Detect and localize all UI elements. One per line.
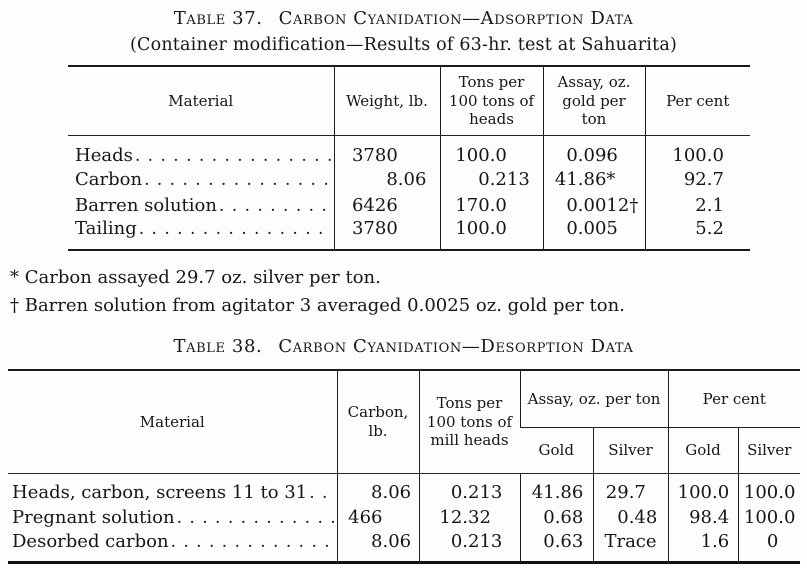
col-header-percent: Per cent: [645, 66, 750, 136]
col-group-percent: Per cent: [668, 370, 800, 428]
cell-assay: 0.096: [543, 136, 645, 167]
table38-caption-label: Table 38.: [173, 335, 263, 357]
cell-percent-silver: 100.0: [738, 503, 800, 531]
table37-header-row: [68, 66, 750, 136]
table-row: [8, 531, 800, 563]
cell-material: Carbon . . .: [68, 166, 334, 192]
cell-percent: 92.7: [645, 166, 750, 192]
cell-assay: 0.0012†: [543, 192, 645, 218]
cell-tons: 0.213: [419, 474, 520, 504]
cell-tons: 170.0: [440, 192, 543, 218]
cell-assay-silver: Trace: [593, 531, 668, 563]
table-row: [68, 136, 750, 167]
col-header-material: Material: [68, 66, 334, 136]
cell-weight: 6426: [334, 192, 440, 218]
cell-percent-gold: 1.6: [668, 531, 738, 563]
col-header-carbon: Carbon, lb.: [337, 370, 419, 474]
table-row: [68, 218, 750, 250]
table-row: [68, 192, 750, 218]
cell-assay-silver: 29.7: [593, 474, 668, 504]
cell-assay-gold: 0.68: [520, 503, 593, 531]
cell-tons: 100.0: [440, 136, 543, 167]
dot-leader: [309, 482, 334, 503]
cell-tons: 12.32: [419, 503, 520, 531]
footnote-asterisk: * Carbon assayed 29.7 oz. silver per ton.: [10, 267, 381, 289]
cell-weight: 3780: [334, 136, 440, 167]
cell-material: Heads, carbon, screens 11 to 31 . . .: [8, 474, 337, 504]
cell-percent: 5.2: [645, 218, 750, 250]
footnote-dagger: † Barren solution from agitator 3 averaged 0.0025 oz. gold per ton.: [10, 295, 625, 317]
table37-container: [68, 65, 807, 252]
cell-material: Tailing . . .: [68, 218, 334, 250]
cell-assay-silver: 0.48: [593, 503, 668, 531]
col-header-assay: Assay, oz. gold per ton: [543, 66, 645, 136]
cell-assay: 41.86*: [543, 166, 645, 192]
cell-carbon: 8.06: [337, 531, 419, 563]
table-row: [68, 166, 750, 192]
table38-header-row-groups: [8, 370, 800, 428]
table37-subtitle: (Container modification—Results of 63-hr. test at Sahuarita): [129, 34, 677, 55]
cell-tons: 100.0: [440, 218, 543, 250]
col-header-tons: Tons per 100 tons of mill heads: [419, 370, 520, 474]
col-header-percent-gold: Gold: [668, 428, 738, 474]
table-row: [8, 474, 800, 504]
table37: [68, 65, 750, 252]
table38-caption-title: Carbon Cyanidation—Desorption Data: [278, 335, 634, 357]
cell-material: Heads . . .: [68, 136, 334, 167]
dot-leader: [177, 507, 335, 528]
cell-percent-silver: 0: [738, 531, 800, 563]
dot-leader: [219, 195, 332, 216]
col-header-assay-silver: Silver: [593, 428, 668, 474]
table38-container: [8, 369, 807, 565]
table37-footnotes: [10, 264, 807, 320]
dot-leader: [144, 169, 331, 190]
cell-percent-gold: 98.4: [668, 503, 738, 531]
cell-tons: 0.213: [419, 531, 520, 563]
cell-percent-silver: 100.0: [738, 474, 800, 504]
table-row: [8, 503, 800, 531]
cell-percent-gold: 100.0: [668, 474, 738, 504]
cell-assay: 0.005: [543, 218, 645, 250]
cell-percent: 2.1: [645, 192, 750, 218]
table37-caption-title: Carbon Cyanidation—Adsorption Data: [278, 8, 634, 29]
cell-carbon: 8.06: [337, 474, 419, 504]
col-header-assay-gold: Gold: [520, 428, 593, 474]
dot-leader: [171, 531, 335, 552]
dot-leader: [135, 145, 332, 166]
cell-carbon: 466: [337, 503, 419, 531]
table37-caption-label: Table 37.: [173, 8, 263, 29]
cell-weight: 3780: [334, 218, 440, 250]
cell-material: Pregnant solution . . .: [8, 503, 337, 531]
col-header-material: Material: [8, 370, 337, 474]
table37-caption: [0, 9, 807, 30]
cell-assay-gold: 41.86: [520, 474, 593, 504]
col-header-percent-silver: Silver: [738, 428, 800, 474]
cell-percent: 100.0: [645, 136, 750, 167]
table38: [8, 369, 800, 565]
col-header-weight: Weight, lb.: [334, 66, 440, 136]
cell-tons: 0.213: [440, 166, 543, 192]
cell-assay-gold: 0.63: [520, 531, 593, 563]
cell-material: Desorbed carbon . . .: [8, 531, 337, 563]
dot-leader: [139, 218, 332, 239]
col-group-assay: Assay, oz. per ton: [520, 370, 668, 428]
cell-weight: 8.06: [334, 166, 440, 192]
col-header-tons: Tons per 100 tons of heads: [440, 66, 543, 136]
table38-caption: [0, 337, 807, 358]
cell-material: Barren solution . . .: [68, 192, 334, 218]
